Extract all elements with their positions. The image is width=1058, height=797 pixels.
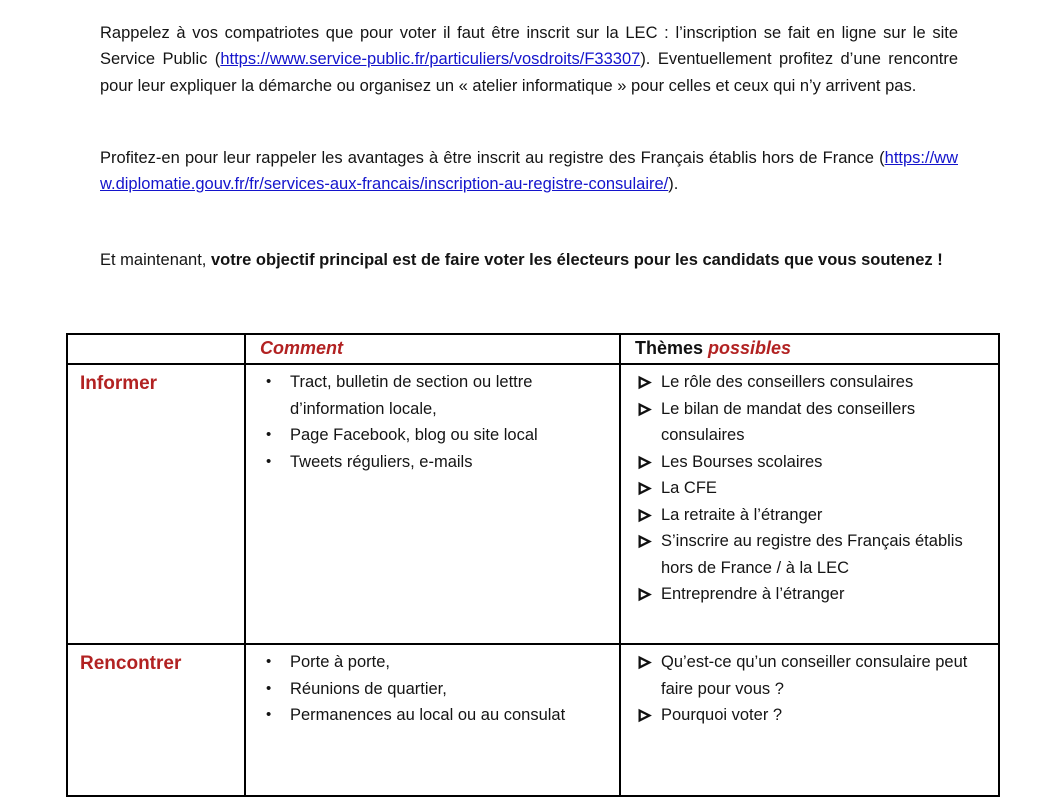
list-item-text: Pourquoi voter ? <box>661 706 783 724</box>
registre-consulaire-link[interactable]: https://www.diplomatie.gouv.fr/fr/services-aux-francais/inscription-au-registre-consulaire/ <box>100 148 958 193</box>
informer-themes-cell <box>620 364 999 644</box>
bullet-icon: • <box>266 706 272 723</box>
header-cell-comment <box>245 334 620 364</box>
list-item-text: La CFE <box>661 479 717 497</box>
paragraph-lec-inscription <box>100 20 958 100</box>
rencontrer-bullet-list <box>246 645 619 729</box>
themes-label-red: possibles <box>708 338 792 358</box>
list-item-text: Tract, bulletin de section ou lettre d’information locale, <box>290 373 533 418</box>
paragraph-text: Et maintenant, <box>100 250 211 269</box>
service-public-link[interactable]: https://www.service-public.fr/particuliers/vosdroits/F33307 <box>220 50 641 68</box>
header-cell-empty <box>67 334 245 364</box>
rencontrer-comment-cell <box>245 644 620 796</box>
informer-bullet-list <box>246 365 619 475</box>
arrowhead-icon <box>637 502 661 523</box>
paragraph-text: Rappelez à vos compatriotes que pour voter il faut être inscrit sur la LEC : l’inscription se fait en ligne sur le site Service Public ( <box>100 23 958 68</box>
table-row-rencontrer <box>67 644 999 796</box>
actions-themes-table <box>66 333 1000 797</box>
arrowhead-icon <box>637 528 661 549</box>
bullet-icon: • <box>266 679 272 697</box>
list-item <box>637 449 992 476</box>
list-item <box>262 676 613 703</box>
table-row-informer <box>67 364 999 644</box>
arrowhead-icon <box>637 475 661 496</box>
list-item <box>637 581 992 608</box>
list-item-text: Les Bourses scolaires <box>661 452 823 471</box>
arrowhead-icon <box>637 396 661 417</box>
informer-comment-cell <box>245 364 620 644</box>
arrowhead-icon <box>637 581 661 602</box>
list-item <box>637 396 992 449</box>
list-item <box>262 422 613 449</box>
list-item <box>262 649 613 676</box>
list-item <box>637 475 992 502</box>
bullet-icon: • <box>266 452 272 470</box>
rencontrer-themes-cell <box>620 644 999 796</box>
bullet-icon: • <box>266 653 272 670</box>
list-item-text: Tweets réguliers, e-mails <box>290 452 473 471</box>
list-item <box>637 649 992 702</box>
objectif-bold-text: votre objectif principal est de faire voter les électeurs pour les candidats que vous soutenez ! <box>210 250 943 269</box>
informer-label: Informer <box>80 373 158 394</box>
list-item <box>637 502 992 529</box>
list-item-text: Page Facebook, blog ou site local <box>290 426 538 444</box>
list-item <box>637 369 992 396</box>
paragraph-text: ). <box>668 175 679 193</box>
header-cell-themes <box>620 334 999 364</box>
list-item-text: Permanences au local ou au consulat <box>290 706 566 724</box>
list-item <box>637 702 992 729</box>
list-item <box>637 528 992 581</box>
list-item <box>262 702 613 729</box>
paragraph-objectif <box>100 247 958 274</box>
row-label-cell <box>67 644 245 796</box>
list-item-text: Entreprendre à l’étranger <box>661 585 845 603</box>
list-item-text: Le bilan de mandat des conseillers consulaires <box>661 399 916 444</box>
rencontrer-label: Rencontrer <box>80 653 182 674</box>
paragraph-text: Profitez-en pour leur rappeler les avantages à être inscrit au registre des Français établis hors de France ( <box>100 148 885 167</box>
themes-label-black: Thèmes <box>635 338 709 358</box>
bullet-icon: • <box>266 426 272 443</box>
list-item-text: Le rôle des conseillers consulaires <box>661 373 914 391</box>
informer-themes-list <box>621 365 998 608</box>
rencontrer-themes-list <box>621 645 998 729</box>
list-item-text: Qu’est-ce qu’un conseiller consulaire peut faire pour vous ? <box>661 653 968 698</box>
paragraph-text: ). Eventuellement profitez d’une rencontre pour leur expliquer la démarche ou organisez un « atelier informatique » pour celles et ceux qui n’y arrivent pas. <box>100 50 959 95</box>
list-item <box>262 449 613 476</box>
list-item-text: S’inscrire au registre des Français établis hors de France / à la LEC <box>661 532 963 577</box>
bullet-icon: • <box>266 373 272 390</box>
list-item-text: Porte à porte, <box>290 653 390 671</box>
list-item-text: La retraite à l’étranger <box>661 505 823 524</box>
table-header-row <box>67 334 999 364</box>
list-item <box>262 369 613 422</box>
arrowhead-icon <box>637 449 661 470</box>
themes-header-label <box>621 337 795 358</box>
list-item-text: Réunions de quartier, <box>290 679 447 698</box>
paragraph-registre-avantages <box>100 145 958 198</box>
arrowhead-icon <box>637 369 661 390</box>
row-label-cell <box>67 364 245 644</box>
comment-header-label: Comment <box>260 338 344 358</box>
arrowhead-icon <box>637 649 661 670</box>
